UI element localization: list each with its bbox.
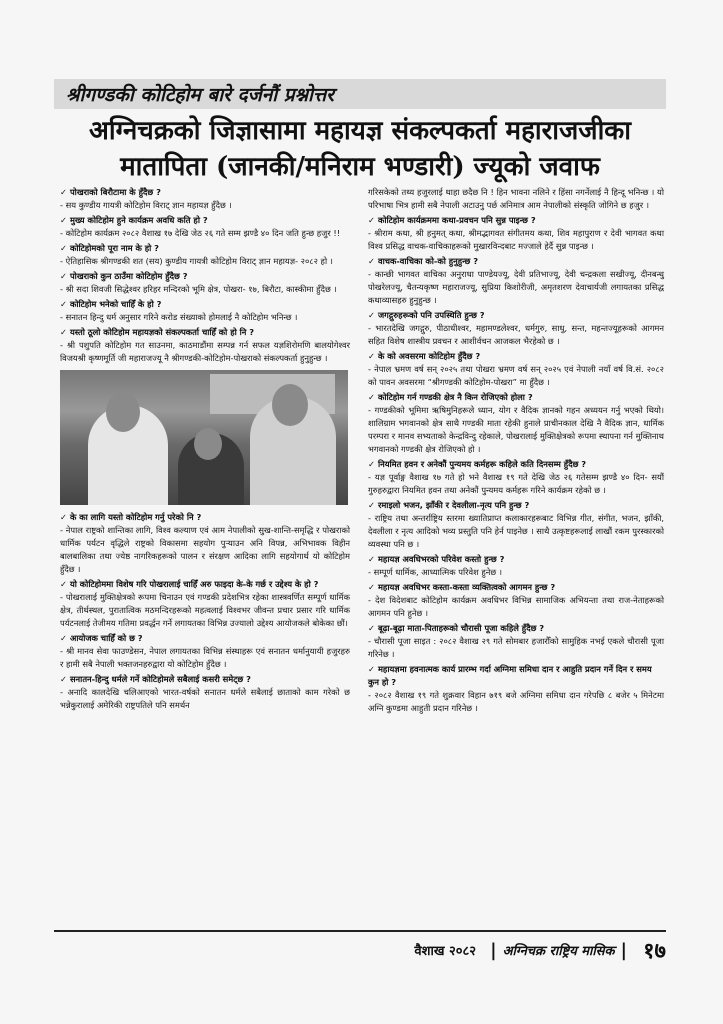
qa-item [368, 622, 664, 661]
footer-separator: | [490, 939, 497, 961]
check-icon: ✓ [60, 215, 67, 225]
qa-item [60, 673, 350, 712]
left-column [60, 186, 350, 714]
qa-item [60, 326, 350, 365]
footer-magazine-name: अग्निचक्र राष्ट्रिय मासिक [502, 944, 615, 959]
continued-paragraph: गरिसकेको तथ्य हजुरलाई थाहा छदैछ नि ! हिन भावना नलिने र हिंसा नगर्नेलाई नै हिन्दू भनिन्छ । यो परिभाषा भित्र हामी सबै नेपाली अटाउनु पर्छ अनिमात्र आम नेपालीको संस्कृति जोगिने छ हजुर । [368, 187, 664, 210]
footer-date: वैशाख २०८२ [414, 944, 477, 959]
photo-head-center [194, 428, 222, 460]
qa-item [368, 553, 664, 579]
question: ✓ यो कोटिहोममा विशेष गरि पोखरालाई चाहिँ अरु फाइदा के-के गर्छ र उद्देश्य के हो ? [60, 579, 319, 589]
check-icon: ✓ [60, 674, 67, 684]
photo-head-left [106, 392, 140, 432]
qa-item [368, 581, 664, 620]
qa-item [60, 270, 350, 296]
check-icon: ✓ [368, 554, 375, 564]
page-footer [300, 935, 666, 965]
question: ✓ नियमित हवन र अनेकौं पुन्यमय कर्महरू कहिले कति दिनसम्म हुँदैछ ? [368, 459, 587, 469]
answer: - भारतदेखि जगद्गुरु, पीठाधीश्वर, महामण्डलेश्वर, धर्मगुरु, साधु, सन्त, महन्तज्यूहरूको आगमन सहित विशेष शास्त्रीय प्रवचन र आशीर्वचन आजकल भैरहेको छ । [368, 323, 664, 346]
qa-item [60, 242, 350, 268]
check-icon: ✓ [60, 243, 67, 253]
check-icon: ✓ [368, 664, 375, 674]
photo-head-right [272, 384, 308, 426]
check-icon: ✓ [368, 392, 375, 402]
check-icon: ✓ [60, 271, 67, 281]
qa-item [368, 458, 664, 497]
answer: - राष्ट्रिय तथा अन्तर्राष्ट्रिय स्तरमा ख्यातिप्राप्त कलाकारहरूबाट विभिन्न गीत, संगीत, भजन, झाँकी, देवलीला र नृत्य आदिको भव्य प्रस्तुति पनि हेर्न पाइनेछ । साथै उत्कृष्टहरूलाई लाखौं रकम पुरस्कारको व्यवस्था पनि छ । [368, 513, 664, 549]
qa-item [368, 499, 664, 551]
photo-parents [60, 370, 348, 505]
answer: - नेपाल राष्ट्रको शान्तिका लागि, विश्व कल्याण एवं आम नेपालीको सुख-शान्ति-समृद्धि र पोखराको धार्मिक पर्यटन वृद्धिले राष्ट्रको विकासमा सहयोग पुऱ्याउन अनि विपन्न, अभिभावक विहीन बालबालिका तथा ज्येष्ठ नागरिकहरूको पालन र संरक्षण आदिका लागि सहयोगार्थ यो कोटिहोम हुँदैछ । [60, 525, 350, 574]
qa-item [60, 578, 350, 630]
check-icon: ✓ [60, 633, 67, 643]
headline-line-2: मातापिता (जानकी/मनिराम भण्डारी) ज्यूको जवाफ [120, 152, 600, 182]
answer: - २०८२ वैशाख १९ गते शुक्रवार विहान ७१९ बजे अग्निमा समिधा दान गरेपछि ८ बजेर ५ मिनेटमा अग्नि कुण्डमा आहुती प्रदान गरिनेछ । [368, 690, 664, 713]
question: ✓ वाचक-वाचिका को-को हुनुहुन्छ ? [368, 256, 479, 266]
answer: - कोटिहोम कार्यक्रम २०८२ वैशाख १७ देखि जेठ २६ गते सम्म झण्डै ४० दिन जति हुन्छ हजुर !! [60, 228, 341, 238]
question: ✓ आयोजक चाहिँ को छ ? [60, 633, 143, 643]
answer: - सनातन हिन्दु धर्म अनुसार गरिने करोड संख्याको होमलाई नै कोटिहोम भनिन्छ । [60, 312, 298, 322]
section-header-bar [54, 79, 666, 109]
check-icon: ✓ [60, 327, 67, 337]
question: ✓ कोटिहोमको पूरा नाम के हो ? [60, 243, 159, 253]
question: ✓ महायज्ञमा हवनात्मक कार्य प्रारम्भ गर्दा अग्निमा समिधा दान र आहुति प्रदान गर्ने दिन र समय कुन हो ? [368, 664, 652, 687]
answer: - यज्ञ पूर्वाङ्ग वैशाख १७ गते हो भने वैशाख १९ गते देखि जेठ २६ गतेसम्म झण्डै ४० दिन- सयौं गुरुहरुद्वारा नियमित हवन तथा अनेकौं पुन्यमय कर्महरू गरिने कार्यक्रम रहेको छ । [368, 472, 664, 495]
question: ✓ महायज्ञ अवधिभरको परिवेश कस्तो हुन्छ ? [368, 554, 505, 564]
question: ✓ के का लागि यस्तो कोटिहोम गर्नु परेको नि ? [60, 512, 202, 522]
qa-item [368, 309, 664, 348]
qa-item [60, 511, 350, 576]
question: ✓ पोखराको बिरौटामा के हुँदैछ ? [60, 187, 161, 197]
question: ✓ मुख्य कोटिहोम हुने कार्यक्रम अवधि कति हो ? [60, 215, 208, 225]
answer: - श्री मानव सेवा फाउण्डेसन, नेपाल लगायतका विभिन्न संस्थाहरू एवं सनातन धर्मानुयायी हजुरहरु र हामी सबै नेपाली भक्तजनहरुद्वारा यो कोटिहोम हुँदैछ । [60, 646, 350, 669]
check-icon: ✓ [60, 579, 67, 589]
answer: - श्री पशुपति कोटिहोम गत साउनमा, काठमाडौंमा सम्पन्न गर्न सफल यज्ञशिरोमणि बालयोगेश्वर विजयश्री कृष्णमूर्ति जी महाराजज्यू नै श्रीगण्डकी-कोटिहोम-पोखराको संकल्पकर्ता हुनुहुन्छ । [60, 340, 350, 363]
check-icon: ✓ [60, 187, 67, 197]
qa-item [368, 663, 664, 715]
answer: - ऐतिहासिक श्रीगण्डकी शत (सय) कुण्डीय गायत्री कोटिहोम विराट् ज्ञान महायज्ञ- २०८२ हो । [60, 256, 333, 266]
answer: - कान्छी भागवत वाचिका अनुराधा पाण्डेयज्यू, देवी प्रतिभाज्यू, देवी चन्द्रकला सखीज्यू, दीनबन्धु पोखरेलज्यू, चैतन्यकृष्ण महाराजज्यू, सुप्रिया किशोरीजी, अमृतशरण देवाचार्यजी लगायतका प्रसिद्ध कथाव्यासहरु हुनुहुन्छ । [368, 269, 664, 305]
qa-item [368, 350, 664, 389]
question: ✓ सनातन-हिन्दु धर्मले गर्ने कोटिहोमले सबैलाई कसरी समेट्छ ? [60, 674, 251, 684]
answer: - देश विदेशबाट कोटिहोम कार्यक्रम अवधिभर विभिन्न सामाजिक अभियन्ता तथा राज-नेताहरूको आगमन पनि हुनेछ । [368, 595, 664, 618]
qa-item [60, 298, 350, 324]
page-number: १७ [643, 938, 666, 964]
question: ✓ के को अवसरमा कोटिहोम हुँदैछ ? [368, 351, 481, 361]
check-icon: ✓ [368, 582, 375, 592]
check-icon: ✓ [368, 623, 375, 633]
check-icon: ✓ [60, 512, 67, 522]
qa-item [368, 214, 664, 253]
answer: - चौरासी पूजा साइत : २०८२ वैशाख २९ गते सोमबार हजारौँको सामुहिक नभई एकले चौरासी पूजा गरिनेछ । [368, 636, 664, 659]
check-icon: ✓ [368, 310, 375, 320]
question: ✓ यस्तो ठूलो कोटिहोम महायज्ञको संकल्पकर्ता चाहिँ को हो नि ? [60, 327, 255, 337]
footer-separator: | [620, 939, 628, 961]
right-column [368, 186, 664, 717]
qa-item [60, 186, 350, 212]
answer: - श्री सदा शिवजी सिद्धेश्वर हरिहर मन्दिरको भूमि क्षेत्र, पोखरा- १७, बिरौटा, कास्कीमा हुँदैछ । [60, 284, 337, 294]
answer: - नेपाल भ्रमण वर्ष सन् २०२५ तथा पोखरा भ्रमण वर्ष सन् २०२५ एवं नेपाली नयाँ वर्ष वि.सं. २०८२ को पावन अवसरमा “श्रीगण्डकी कोटिहोम-पोखरा” मा हुँदैछ । [368, 364, 664, 387]
check-icon: ✓ [368, 500, 375, 510]
answer: - गण्डकीको भूमिमा ऋषिमुनिहरूले ध्यान, योग र वैदिक ज्ञानको गहन अध्ययन गर्नु भएको थियो। शालिग्राम भगवानको क्षेत्र साथै गण्डकी माता रहेकी हुनाले प्राचीनकाल देखि नै वैदिक ज्ञान, धार्मिक परम्परा र मानव सभ्यताको केन्द्रविन्दु रहेकाले, पोखरालाई मुक्तिक्षेत्रको रूपमा स्थापना गर्न मुक्तिनाथ भगवानको गण्डकी क्षेत्र रोजिएको हो । [368, 405, 664, 454]
question: ✓ कोटिहोम भनेको चाहिँ के हो ? [60, 299, 162, 309]
section-title: श्रीगण्डकी कोटिहोम बारे दर्जनौं प्रश्नोत्तर [66, 84, 334, 106]
qa-item [60, 632, 350, 671]
check-icon: ✓ [368, 256, 375, 266]
answer: - श्रीराम कथा, श्री हनुमत् कथा, श्रीमद्भागवत संगीतमय कथा, शिव महापुराण र देवी भागवत कथा विश्व प्रसिद्ध वाचक-वाचिकाहरूको मुखारविन्दबाट मज्जाले हेर्दै सुन्न पाइन्छ । [368, 228, 664, 251]
answer: - अनादि कालदेखि चलिआएको भारत-वर्षको सनातन धर्मले सबैलाई छाताको काम गरेको छ भन्नेकुरालाई अमेरिकी राष्ट्रपतिले पनि समर्थन [60, 687, 350, 710]
check-icon: ✓ [60, 299, 67, 309]
check-icon: ✓ [368, 351, 375, 361]
question: ✓ रमाइलो भजन, झाँकी र देवलीला-नृत्य पनि हुन्छ ? [368, 500, 530, 510]
check-icon: ✓ [368, 215, 375, 225]
qa-item [368, 391, 664, 456]
question: ✓ कोटिहोम गर्न गण्डकी क्षेत्र नै किन रोजिएको होला ? [368, 392, 533, 402]
answer: - पोखरालाई मुक्तिक्षेत्रको रूपमा चिनाउन एवं गण्डकी प्रदेशभित्र रहेका शास्त्रवर्णित सम्पूर्ण धार्मिक क्षेत्र, तीर्थस्थल, पुरातात्विक मठमन्दिरहरूको महत्वलाई विश्वभर जीवन्त प्रचार प्रसार गरि धार्मिक पर्यटनलाई तेजीमय गतिमा प्रवर्द्धन गर्ने लगायतका विभिन्न उज्यालो उद्देश्य आयोजकले बोकेका छौं। [60, 592, 350, 628]
question: ✓ पोखराको कुन ठाउँमा कोटिहोम हुँदैछ ? [60, 271, 188, 281]
question: ✓ बूढ़ा-बूढ़ा माता-पिताहरूको चौरासी पूजा कहिले हुँदैछ ? [368, 623, 545, 633]
qa-item [60, 214, 350, 240]
check-icon: ✓ [368, 459, 375, 469]
answer: - सम्पूर्ण धार्मिक, आध्यात्मिक परिवेश हुनेछ । [368, 567, 503, 577]
headline-line-1: अग्निचक्रको जिज्ञासामा महायज्ञ संकल्पकर्ता महाराजजीका [88, 116, 632, 146]
question: ✓ महायज्ञ अवधिभर कस्ता-कस्ता व्यक्तित्वको आगमन हुन्छ ? [368, 582, 556, 592]
question: ✓ जगद्गुरुहरूको पनि उपस्थिति हुन्छ ? [368, 310, 485, 320]
footer-rule [54, 930, 666, 932]
question: ✓ कोटिहोम कार्यक्रममा कथा-प्रवचन पनि सुन्न पाइन्छ ? [368, 215, 536, 225]
answer: - सय कुण्डीय गायत्री कोटिहोम विराट् ज्ञान महायज्ञ हुँदैछ । [60, 200, 232, 210]
qa-item [368, 255, 664, 307]
